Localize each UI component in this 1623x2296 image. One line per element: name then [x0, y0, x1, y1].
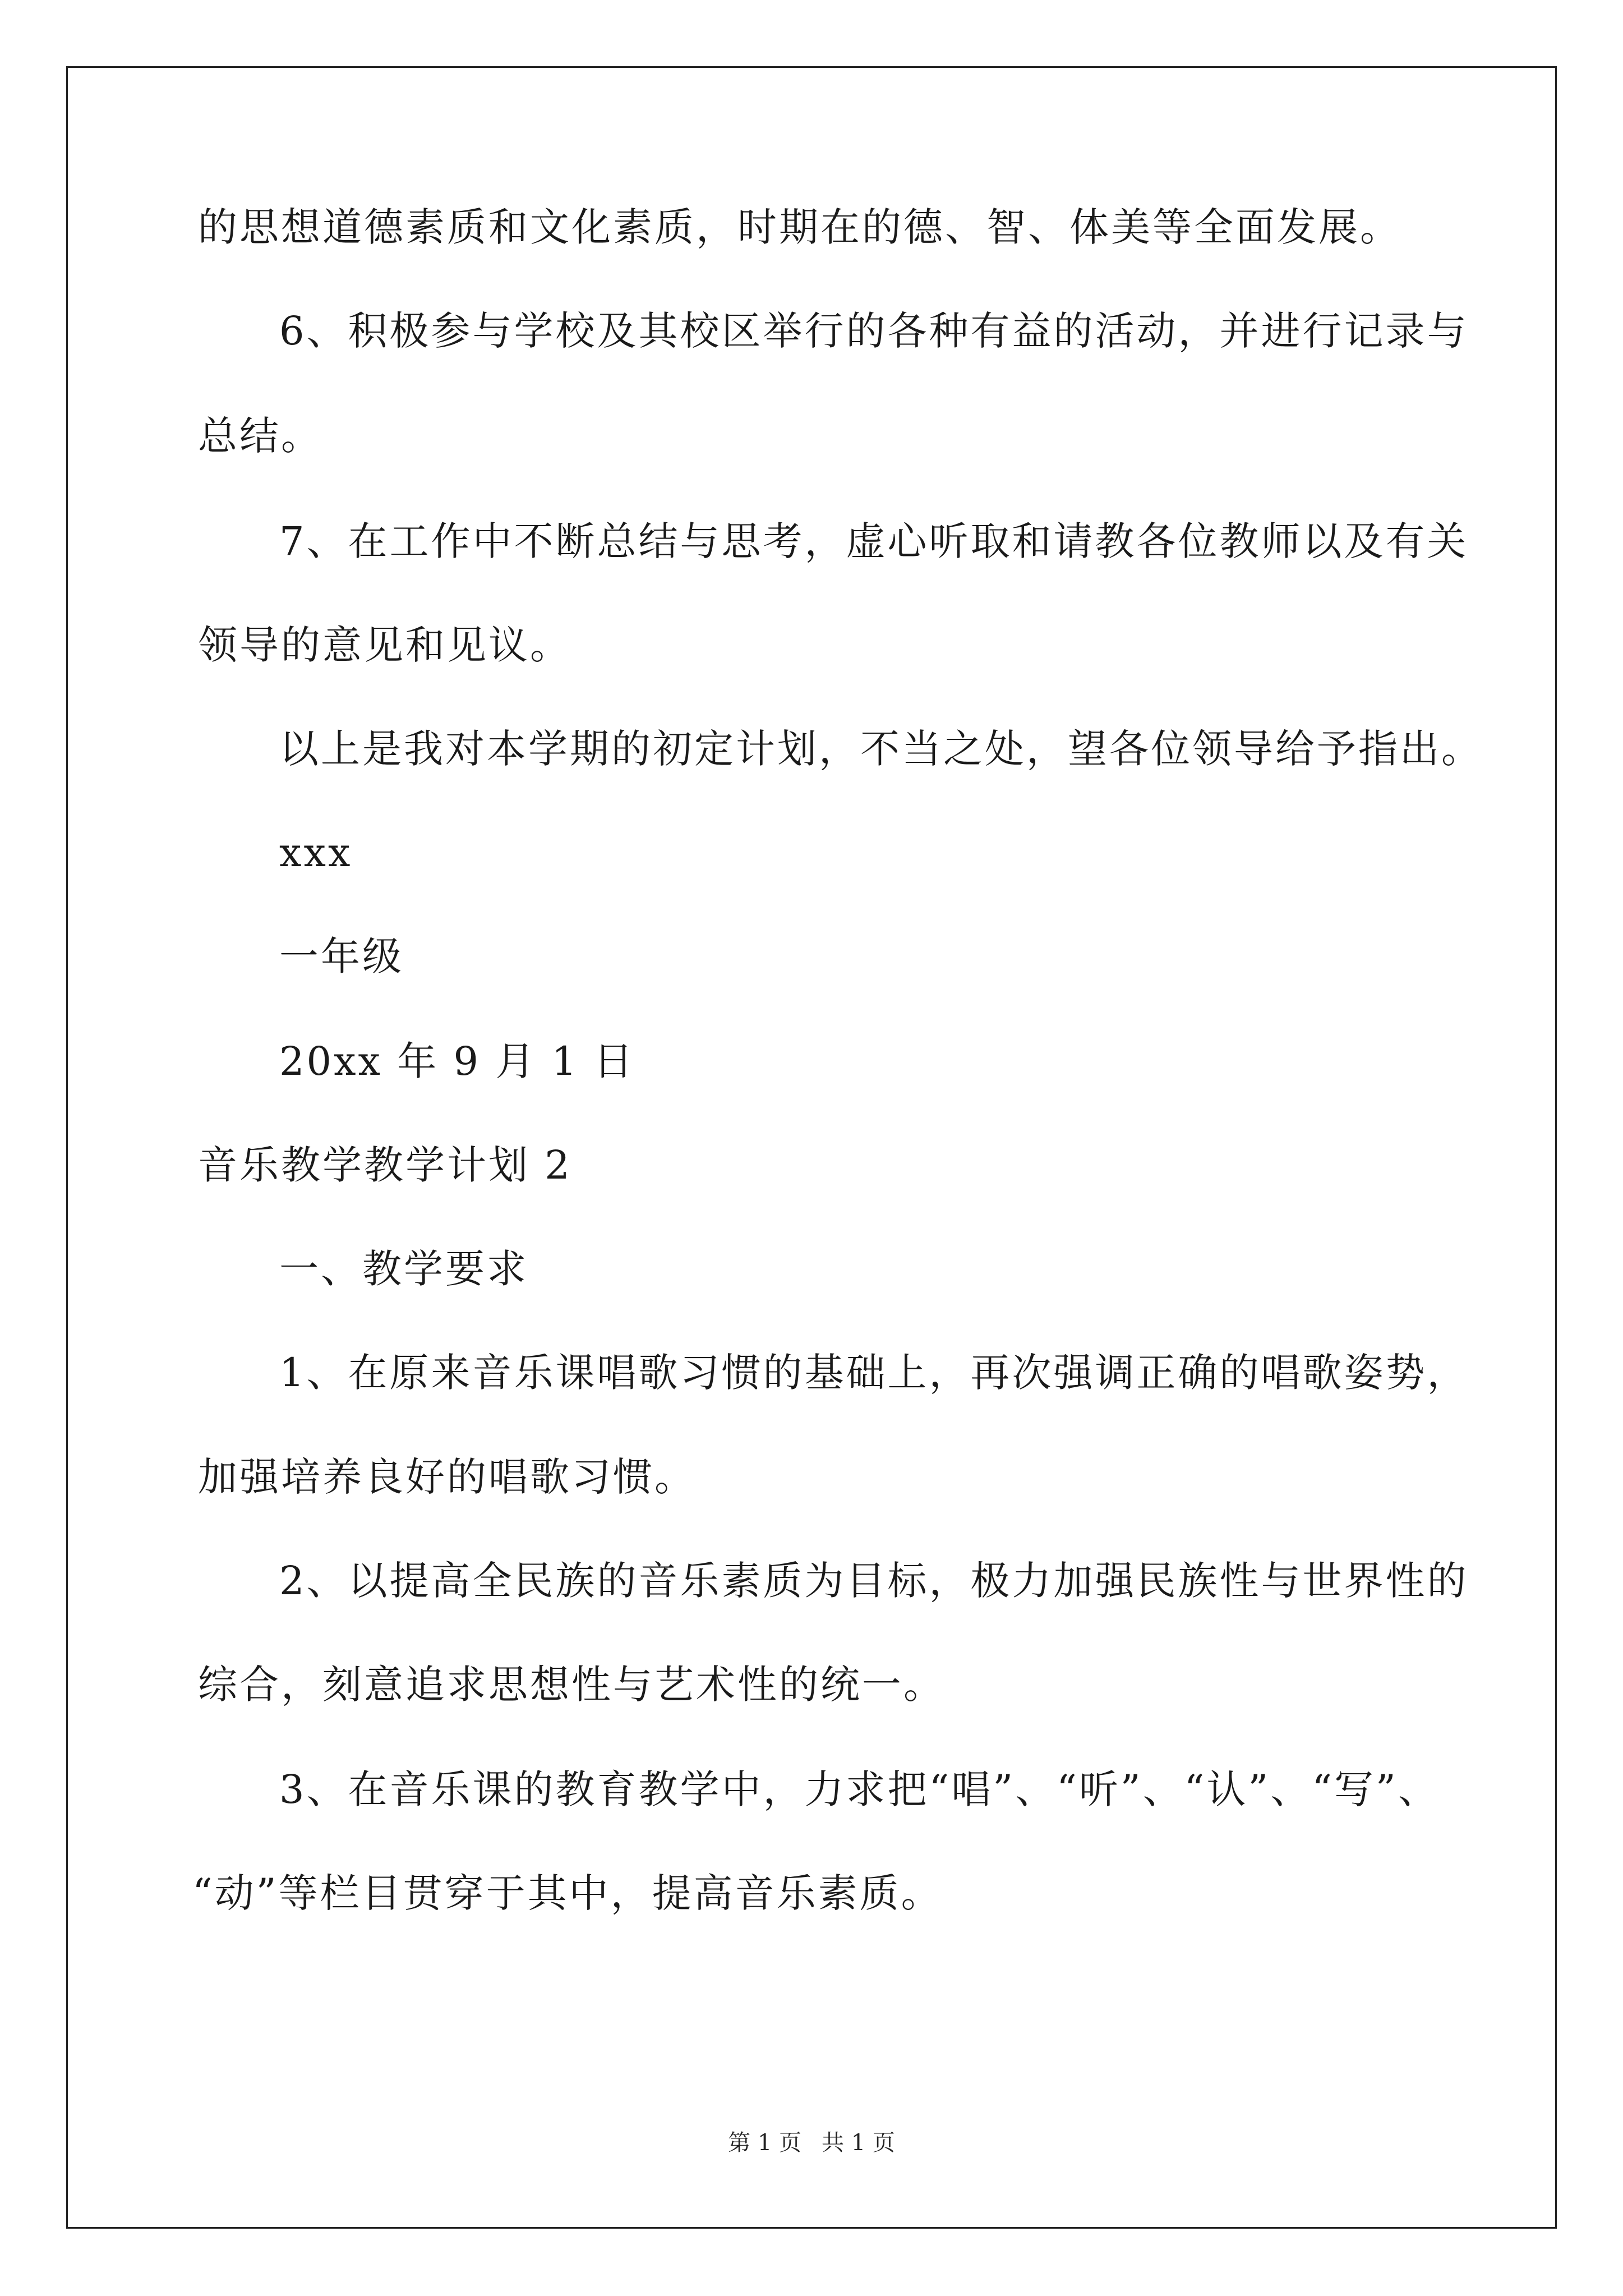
page-number: 第 1 页 [728, 2130, 801, 2156]
signature-grade: 一年级 [279, 933, 404, 979]
section-title: 音乐教学教学计划 2 [198, 1142, 572, 1188]
text-line: 总结。 [198, 413, 322, 459]
text-line: 1、在原来音乐课唱歌习惯的基础上，再次强调正确的唱歌姿势， [279, 1350, 1469, 1396]
text-line: 加强培养良好的唱歌习惯。 [198, 1454, 696, 1500]
section-heading: 一、教学要求 [279, 1246, 528, 1292]
text-line: 的思想道德素质和文化素质，时期在的德、智、体美等全面发展。 [198, 204, 1401, 250]
signature-date: 20xx 年 9 月 1 日 [279, 1038, 635, 1084]
page-footer [0, 2129, 1623, 2157]
text-line: 以上是我对本学期的初定计划，不当之处，望各位领导给予指出。 [279, 726, 1483, 772]
text-line: 综合，刻意追求思想性与艺术性的统一。 [198, 1662, 945, 1708]
text-line: 2、以提高全民族的音乐素质为目标，极力加强民族性与世界性的 [279, 1558, 1469, 1604]
text-line: 7、在工作中不断总结与思考，虚心听取和请教各位教师以及有关 [279, 518, 1469, 564]
text-line: 领导的意见和见议。 [198, 622, 571, 668]
signature-name: xxx [279, 830, 353, 876]
text-line: 3、在音乐课的教育教学中，力求把“唱”、“听”、“认”、“写”、 [279, 1766, 1440, 1812]
text-line: 6、积极参与学校及其校区举行的各种有益的活动，并进行记录与 [279, 308, 1469, 354]
page-total: 共 1 页 [822, 2130, 895, 2156]
text-line: “动”等栏目贯穿于其中，提高音乐素质。 [192, 1870, 943, 1916]
